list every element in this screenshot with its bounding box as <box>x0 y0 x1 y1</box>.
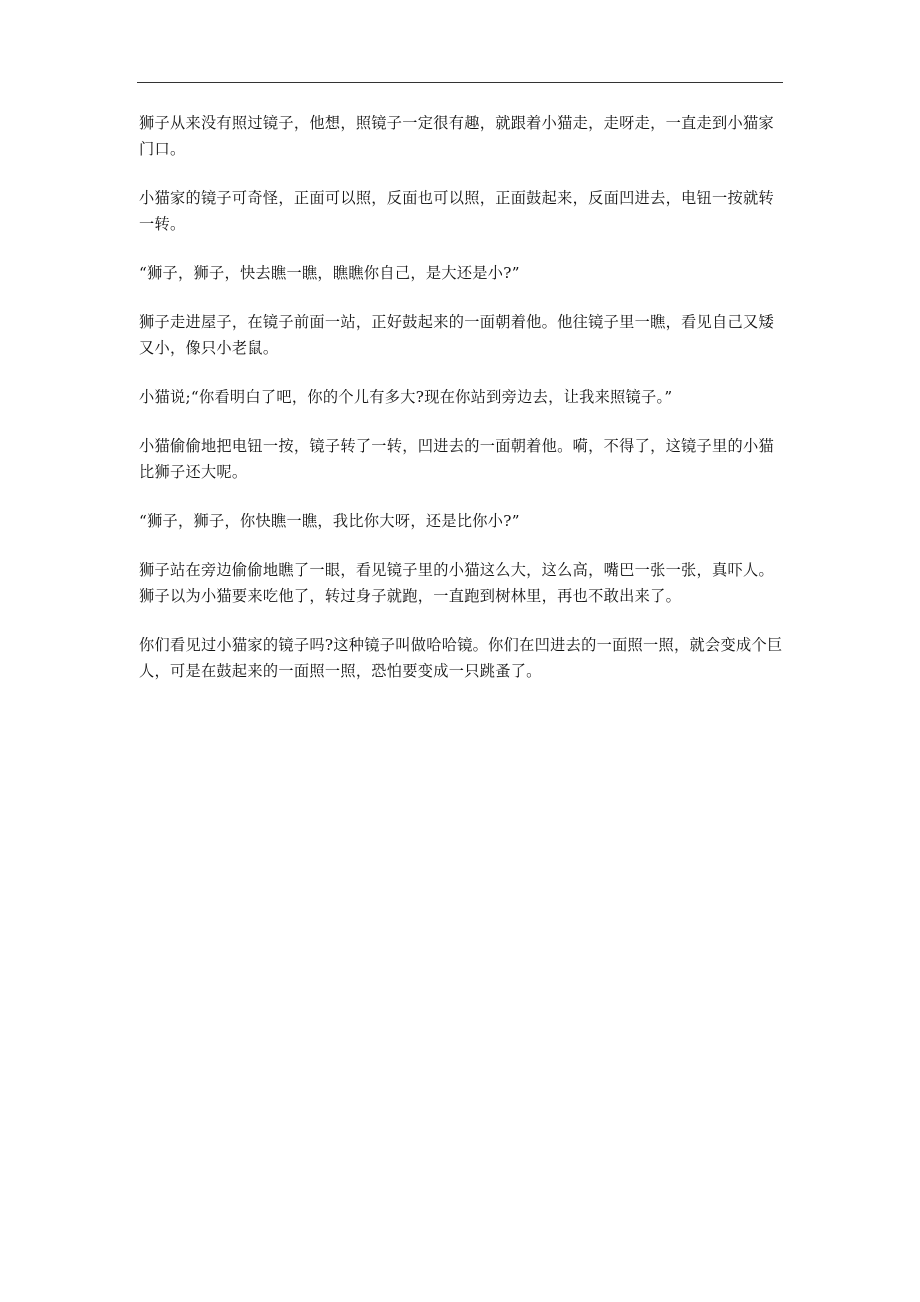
paragraph-3: “狮子，狮子，快去瞧一瞧，瞧瞧你自己，是大还是小?” <box>139 264 520 282</box>
paragraph-9: 你们看见过小猫家的镜子吗?这种镜子叫做哈哈镜。你们在凹进去的一面照一照，就会变成个巨人，可是在鼓起来的一面照一照，恐怕要变成一只跳蚤了。 <box>139 636 783 680</box>
document-body <box>139 110 785 707</box>
paragraph-8: 狮子站在旁边偷偷地瞧了一眼，看见镜子里的小猫这么大，这么高，嘴巴一张一张，真吓人。狮子以为小猫要来吃他了，转过身子就跑，一直跑到树林里，再也不敢出来了。 <box>139 561 774 605</box>
paragraph-4: 狮子走进屋子，在镜子前面一站，正好鼓起来的一面朝着他。他往镜子里一瞧，看见自己又矮又小，像只小老鼠。 <box>139 313 774 357</box>
paragraph-6: 小猫偷偷地把电钮一按，镜子转了一转，凹进去的一面朝着他。嗬，不得了，这镜子里的小猫比狮子还大呢。 <box>139 437 774 481</box>
paragraph-1: 狮子从来没有照过镜子，他想，照镜子一定很有趣，就跟着小猫走，走呀走，一直走到小猫家门口。 <box>139 114 774 158</box>
paragraph-5: 小猫说;“你看明白了吧，你的个儿有多大?现在你站到旁边去，让我来照镜子。” <box>139 388 673 406</box>
header-rule <box>137 82 783 83</box>
paragraph-7: “狮子，狮子，你快瞧一瞧，我比你大呀，还是比你小?” <box>139 512 520 530</box>
paragraph-2: 小猫家的镜子可奇怪，正面可以照，反面也可以照，正面鼓起来，反面凹进去，电钮一按就转一转。 <box>139 189 774 233</box>
